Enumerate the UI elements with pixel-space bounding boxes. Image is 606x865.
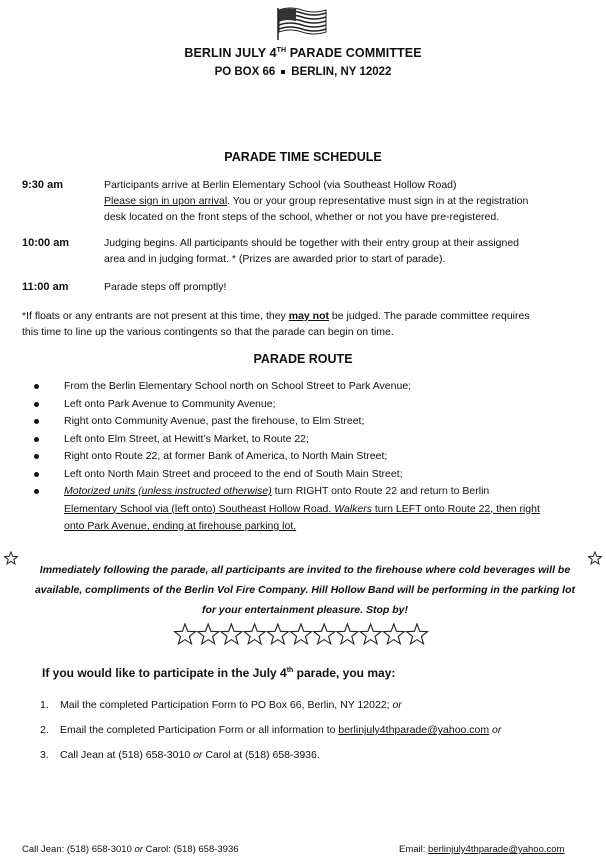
stars-divider — [173, 622, 429, 648]
schedule-time: 10:00 am — [22, 237, 70, 249]
star-icon — [291, 624, 312, 644]
list-item: Right onto Community Avenue, past the firehouse, to Elm Street; — [34, 413, 594, 431]
schedule-time: 9:30 am — [22, 179, 63, 191]
list-item: 1. Mail the completed Participation Form to PO Box 66, Berlin, NY 12022; or — [40, 699, 402, 711]
email-link[interactable]: berlinjuly4thparade@yahoo.com — [338, 724, 490, 736]
route-title: PARADE ROUTE — [253, 352, 353, 366]
list-item: Left onto Park Avenue to Community Avenue; — [34, 396, 594, 414]
star-icon — [337, 624, 358, 644]
american-flag-icon — [276, 6, 328, 40]
star-icon — [221, 624, 242, 644]
list-item: From the Berlin Elementary School north on School Street to Park Avenue; — [34, 378, 594, 396]
star-icon — [314, 624, 335, 644]
star-corner-icon — [4, 551, 18, 565]
judging-note: *If floats or any entrants are not present at this time, they may not be judged. The parade committee requires this time to line up the various contingents so that the parade can begin on time. — [22, 310, 530, 338]
star-icon — [267, 624, 288, 644]
bullet-icon — [34, 489, 39, 494]
sign-in-note: Please sign in upon arrival — [104, 195, 228, 207]
bullet-icon — [34, 472, 39, 477]
footer-email: Email: berlinjuly4thparade@yahoo.com — [399, 844, 565, 855]
committee-address: PO BOX 66 BERLIN, NY 12022 — [214, 66, 392, 78]
committee-title: BERLIN JULY 4TH PARADE COMMITTEE — [184, 46, 422, 60]
schedule-time: 11:00 am — [22, 281, 69, 293]
star-icon — [360, 624, 381, 644]
list-item: Left onto Elm Street, at Hewitt’s Market, to Route 22; — [34, 431, 594, 449]
schedule-desc: Parade steps off promptly! — [104, 281, 227, 293]
star-icon — [175, 624, 196, 644]
footer-email-link[interactable]: berlinjuly4thparade@yahoo.com — [428, 844, 565, 855]
star-icon — [383, 624, 404, 644]
list-item: 2. Email the completed Participation Form or all information to berlinjuly4thparade@yahoo.com or — [40, 724, 502, 736]
list-item: Left onto North Main Street and proceed to the end of South Main Street; — [34, 466, 594, 484]
list-item: Right onto Route 22, at former Bank of America, to North Main Street; — [34, 448, 594, 466]
footer-phone: Call Jean: (518) 658-3010 or Carol: (518) 658-3936 — [22, 844, 239, 855]
bullet-icon — [34, 384, 39, 389]
star-icon — [198, 624, 219, 644]
participate-options — [40, 697, 600, 772]
schedule-desc: Participants arrive at Berlin Elementary School (via Southeast Hollow Road) Please sign in upon arrival. You or your group representative must sign in at the registration desk located on the front steps of the school, whether or not you have pre-registered. — [104, 179, 529, 223]
schedule-desc: Judging begins. All participants should be together with their entry group at their assigned area and in judging format. * (Prizes are awarded prior to start of parade). — [104, 237, 520, 265]
star-icon — [407, 624, 428, 644]
route-list — [34, 378, 594, 534]
invitation-text: Immediately following the parade, all participants are invited to the firehouse where cold beverages will be available, compliments of the Berlin Vol Fire Company. Hill Hollow Band will be performing in the parking lot for your entertainment pleasure. Stop by! — [34, 564, 576, 616]
bullet-icon — [34, 402, 39, 407]
bullet-icon — [34, 437, 39, 442]
schedule-title: PARADE TIME SCHEDULE — [224, 150, 382, 164]
participate-title: If you would like to participate in the July 4th parade, you may: — [42, 666, 396, 680]
list-item: 3. Call Jean at (518) 658-3010 or Carol at (518) 658-3936. — [40, 749, 320, 761]
star-corner-icon — [588, 551, 602, 565]
list-item: Motorized units (unless instructed otherwise) turn RIGHT onto Route 22 and return to Berlin Elementary School via (left onto) Southeast Hollow Road. Walkers turn LEFT onto Route 22, then right onto Park Avenue, ending at firehouse parking lot. — [34, 483, 594, 534]
star-icon — [244, 624, 265, 644]
bullet-icon — [34, 454, 39, 459]
bullet-icon — [34, 419, 39, 424]
